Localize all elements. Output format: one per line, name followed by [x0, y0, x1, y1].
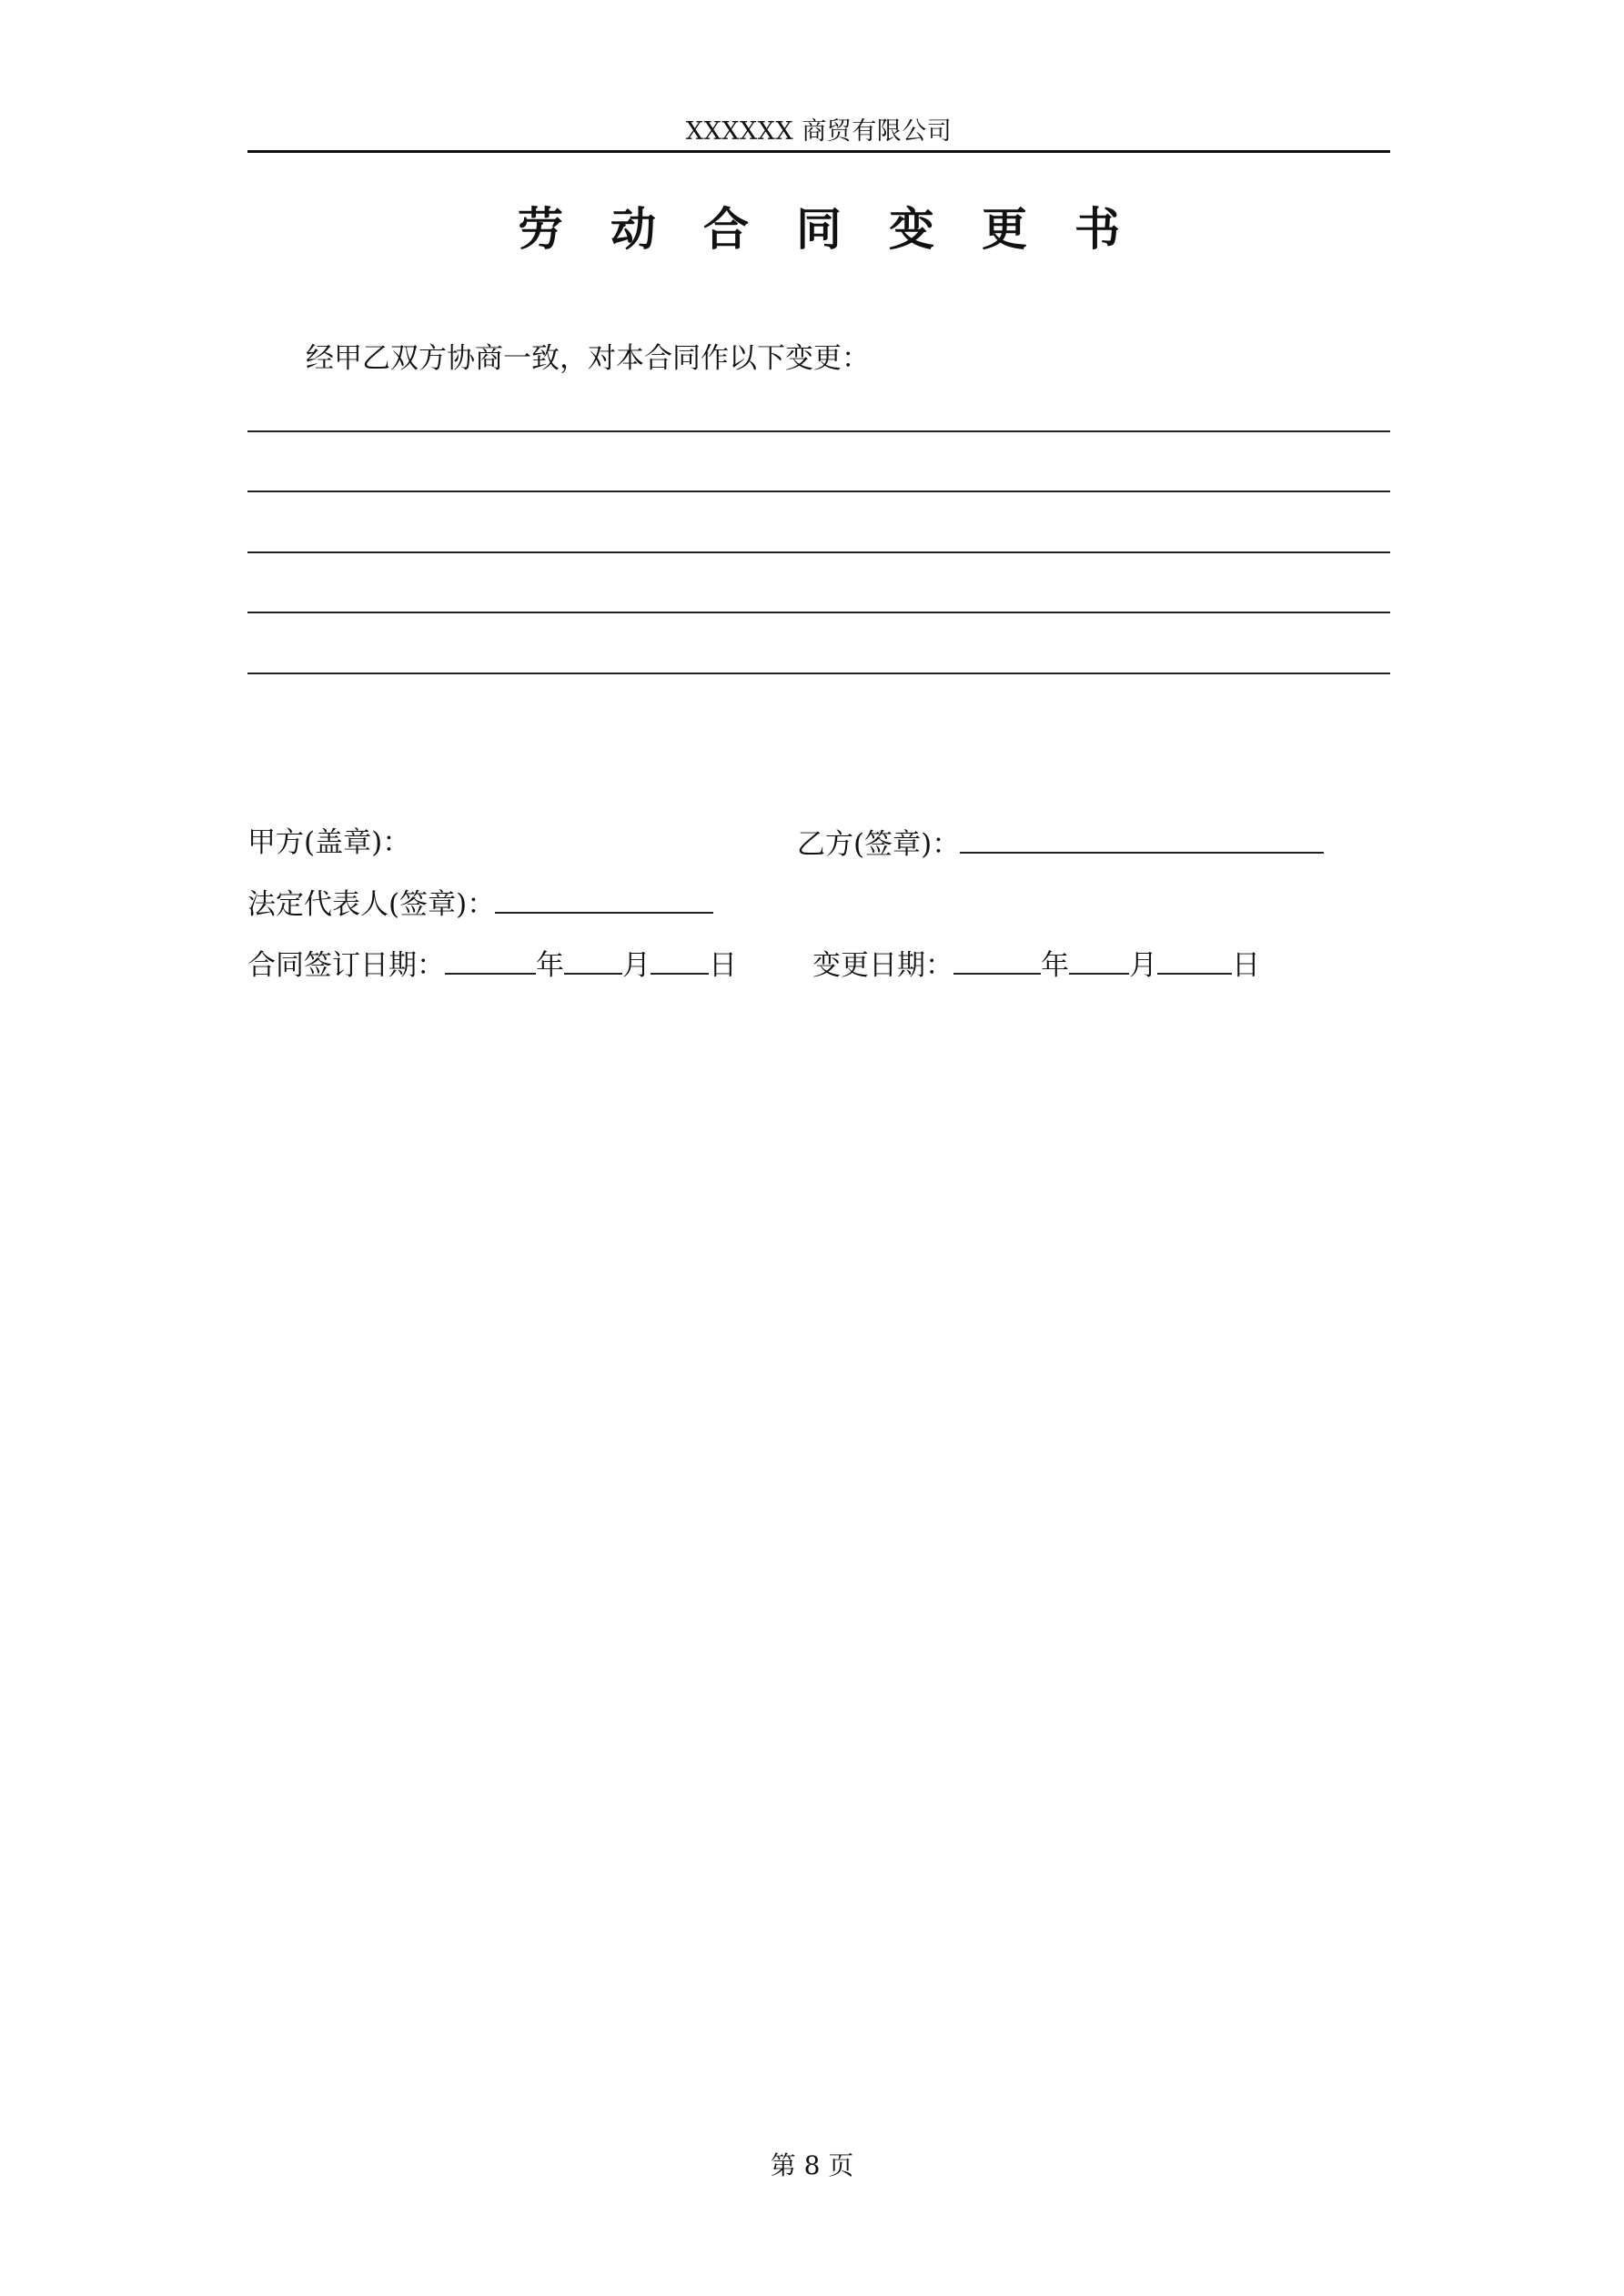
change-line-4[interactable] [247, 612, 1390, 613]
change-date-day-blank[interactable] [1157, 946, 1232, 975]
change-date-label: 变更日期： [812, 949, 953, 982]
sign-date-year-label: 年 [536, 949, 564, 982]
sign-date-month-blank[interactable] [564, 946, 622, 975]
legal-rep-field [247, 885, 713, 923]
header-rule [247, 150, 1390, 153]
sign-date-month-label: 月 [622, 949, 651, 982]
change-date-month-label: 月 [1129, 949, 1157, 982]
page-number: 第 8 页 [770, 2150, 854, 2180]
document-title: 劳动合同变更书 [518, 203, 1167, 256]
sign-date-day-label: 日 [709, 949, 737, 982]
change-date-day-label: 日 [1232, 949, 1260, 982]
change-date-field [812, 946, 1260, 984]
sign-date-day-blank[interactable] [651, 946, 709, 975]
change-date-month-blank[interactable] [1069, 946, 1129, 975]
legal-rep-signature-line[interactable] [495, 885, 713, 914]
party-a-label: 甲方(盖章)： [247, 826, 411, 859]
party-a-field [247, 824, 410, 861]
company-header: XXXXXX 商贸有限公司 [685, 117, 953, 146]
change-date-year-label: 年 [1041, 949, 1069, 982]
sign-date-label: 合同签订日期： [247, 949, 445, 982]
party-b-label: 乙方(签章)： [797, 828, 961, 861]
change-date-year-blank[interactable] [953, 946, 1041, 975]
sign-date-year-blank[interactable] [445, 946, 536, 975]
party-b-field [797, 824, 1324, 863]
change-line-1[interactable] [247, 430, 1390, 432]
sign-date-field [247, 946, 737, 984]
intro-text: 经甲乙双方协商一致，对本合同作以下变更： [306, 342, 870, 375]
change-line-5[interactable] [247, 673, 1390, 674]
legal-rep-label: 法定代表人(签章)： [247, 888, 496, 921]
change-line-2[interactable] [247, 491, 1390, 492]
party-b-signature-line[interactable] [960, 824, 1324, 854]
change-line-3[interactable] [247, 551, 1390, 553]
